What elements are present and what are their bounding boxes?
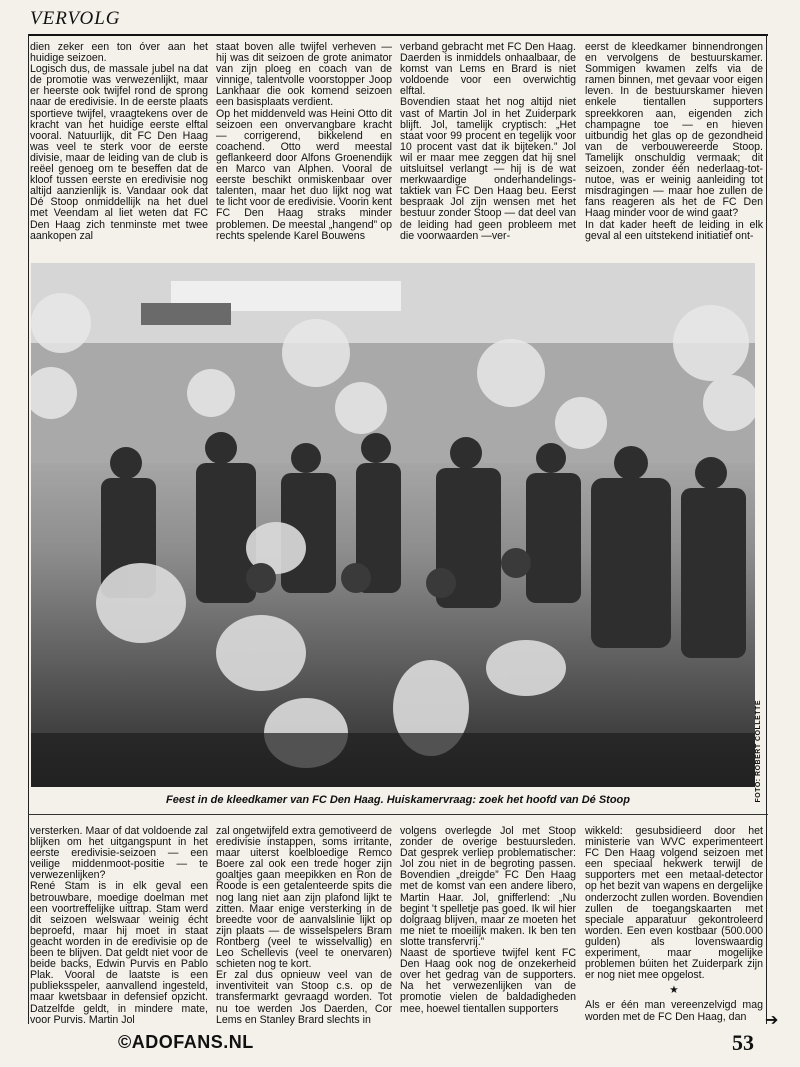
- top-column-3: [400, 42, 576, 254]
- paragraph: In dat kader heeft de leiding in elk geval al een uitstekend initiatief ont-: [585, 218, 763, 242]
- bottom-column-2: [216, 826, 392, 1026]
- arrow-right-icon: ➔: [765, 1012, 779, 1029]
- team-celebration-photo: [31, 263, 755, 787]
- paragraph: Naast de sportieve twijfel kent FC Den Haag ook nog de onzekerheid over het gedrag van de supporters. Na het verwezenlijken van de promotie vielen de baldadigheden mee, hoewel tientallen supporters: [400, 947, 576, 1015]
- paragraph: Bovendien staat het nog altijd niet vast of Martin Jol in het Zuiderpark blijft. Jol, tamelijk cryptisch: „Het staat voor 99 procent en tegelijk voor 10 procent vast dat ik bijteken.” Jol wil er maar mee zeggen dat hij snel uitsluitsel verlangt — hij is de wat merkwaardige onderhandelings-taktiek van FC Den Haag beu. Eerst bespraak Jol zijn wensen met het bestuur zonder Stoop — dat deel van de leiding had geen probleem met die voorwaarden —ver-: [400, 96, 576, 242]
- header-rule: [28, 34, 768, 36]
- paragraph: Logisch dus, de massale jubel na dat de promotie was verwezenlijkt, maar er heerste ook twijfel rond de sprong naar de eredivisie. In de eerste plaats sportieve twijfel, vraagtekens over de kracht van het huidige eerste elftal vooral. Natuurlijk, dit FC Den Haag was veel te sterk voor de eerste divisie, maar de leiding van de club is reëel genoeg om te beseffen dat de kloof tussen eerste en eredivisie nog altijd aanzienlijk is. Vandaar ook dat Dé Stoop onmiddellijk na het duel met Veendam al liet weten dat FC Den Haag zich tenminste met twee aankopen zal: [30, 63, 208, 242]
- photo-caption: Feest in de kleedkamer van FC Den Haag. Huiskamervraag: zoek het hoofd van Dé Stoop: [166, 794, 630, 806]
- paragraph: Er zal dus opnieuw veel van de inventiviteit van Stoop c.s. op de transfermarkt gevraagd worden. Tot nu toe werden Jos Daerden, Cor Lems en Stanley Brard slechts in: [216, 969, 392, 1026]
- photo-credit: FOTO: ROBERT COLLETTE: [755, 700, 762, 803]
- top-column-4: [585, 42, 763, 254]
- bottom-column-1: [30, 826, 208, 1026]
- watermark: ©ADOFANS.NL: [118, 1032, 254, 1052]
- top-column-2: [216, 42, 392, 254]
- frame-left-rule: [28, 34, 29, 1024]
- paragraph: eerst de kleedkamer binnendrongen en vervolgens de bestuurskamer. Sommigen kwamen zelfs via de ramen binnen, met gevaar voor eigen leven. In de bestuurskamer hieven enkele tientallen supporters spreekkoren aan, eigenden zich champagne toe — en hieven uitbundig het glas op de gezondheid van de verbouwereerde Stoop. Tamelijk onschuldig vermaak; dit seizoen, zonder één nederlaag-tot-nutoe, was er weinig aanleiding tot misdragingen — maar hoe zullen de fans reageren als het de FC Den Haag minder voor de wind gaat?: [585, 42, 763, 220]
- caption-rule: [28, 814, 768, 815]
- frame-right-rule: [766, 34, 767, 1024]
- section-star: ★: [669, 984, 679, 997]
- paragraph: zal ongetwijfeld extra gemotiveerd de eredivisie instappen, soms irritante, maar uiterst koelbloedige Remco Boere zal ook een trede hoger zijn goaltjes gaan meepikken en Ron de Roode is een getalenteerde spits die nog lang niet aan zijn plafond lijkt te zitten. Maar enige versterking in de breedte voor de aanvalslinie lijkt op zijn plaats — de wisselspelers Bram Rontberg (veel te wisselvallig) en Leo Schellevis (veel te onervaren) schieten nog te kort.: [216, 826, 392, 971]
- paragraph: Op het middenveld was Heini Otto dit seizoen een onvervangbare kracht — corrigerend, bikkelend en coachend. Otto werd meestal geflankeerd door Alfons Groenendijk en Marco van Alphen. Vooral de eerste beschikt onmiskenbaar over talenten, maar het duo lijkt nog wat te licht voor de eredivisie. Voorin kent FC Den Haag straks minder problemen. De meestal „hangend” op rechts spelende Karel Bouwens: [216, 107, 392, 242]
- bottom-column-4: [585, 826, 763, 1026]
- section-label: VERVOLG: [30, 8, 121, 29]
- paragraph: Als er één man vereenzelvigd mag worden met de FC Den Haag, dan: [585, 999, 763, 1023]
- paragraph: René Stam is in elk geval een betrouwbare, moedige doelman met een voortreffelijke uittrap. Stam werd dit seizoen welswaar weinig écht beproefd, maar hij moet in staat geacht worden in de eredivisie op de been te blijven. Dat geldt niet voor de beide backs, Edwin Purvis en Pablo Plak. Vooral de laatste is een publieksspeler, aanvallend ingesteld, maar kwetsbaar in defensief opzicht. Datzelfde geldt, in mindere mate, voor Purvis. Martin Jol: [30, 880, 208, 1026]
- paragraph: versterken. Maar of dat voldoende zal blijken om het uitgangspunt in het eerste eredivisie-seizoen — een veilige middenmoot-positie — te verwezenlijken?: [30, 826, 208, 882]
- paragraph: dien zeker een ton óver aan het huidige seizoen.: [30, 42, 208, 65]
- paragraph: verband gebracht met FC Den Haag. Daerden is inmiddels onhaalbaar, de komst van Lems en Brard is niet voldoende voor een overwichtig elftal.: [400, 42, 576, 98]
- paragraph: volgens overlegde Jol met Stoop zonder de overige bestuursleden. Dat gesprek verliep problematischer: Jol zou niet in de begroting passen. Bovendien „dreigde” FC Den Haag met de komst van een andere libero, Martin Haar. Jol, gnifferlend: „Nu begint 't spelletje pas goed. Ik wil hier dolgraag blijven, maar ze moeten het me niet te moeilijk maken. Ik ben ten slotte transfervrij.”: [400, 826, 576, 948]
- paragraph: wikkeld: gesubsidieerd door het ministerie van WVC experimenteert FC Den Haag volgend seizoen met een speciaal hekwerk terwijl de supporters met een metaal-detector op het bezit van wapens en dergelijke onderzocht zullen worden. Bovendien zullen de toegangskaarten met speciale apparatuur gekontroleerd worden. Een even kostbaar (500.000 gulden) als lovenswaardig experiment, maar mogelijke problemen búiten het Zuiderpark zijn er nog niet mee opgelost.: [585, 826, 763, 982]
- page-number: 53: [732, 1030, 754, 1055]
- photo-illustration: [31, 263, 755, 787]
- top-column-1: [30, 42, 208, 254]
- paragraph: staat boven alle twijfel verheven — hij was dit seizoen de grote animator van zijn ploeg en coach van de vinnige, talentvolle voorstopper Joop Lankhaar die ook komend seizoen een basisplaats verdient.: [216, 42, 392, 109]
- bottom-column-3: [400, 826, 576, 1026]
